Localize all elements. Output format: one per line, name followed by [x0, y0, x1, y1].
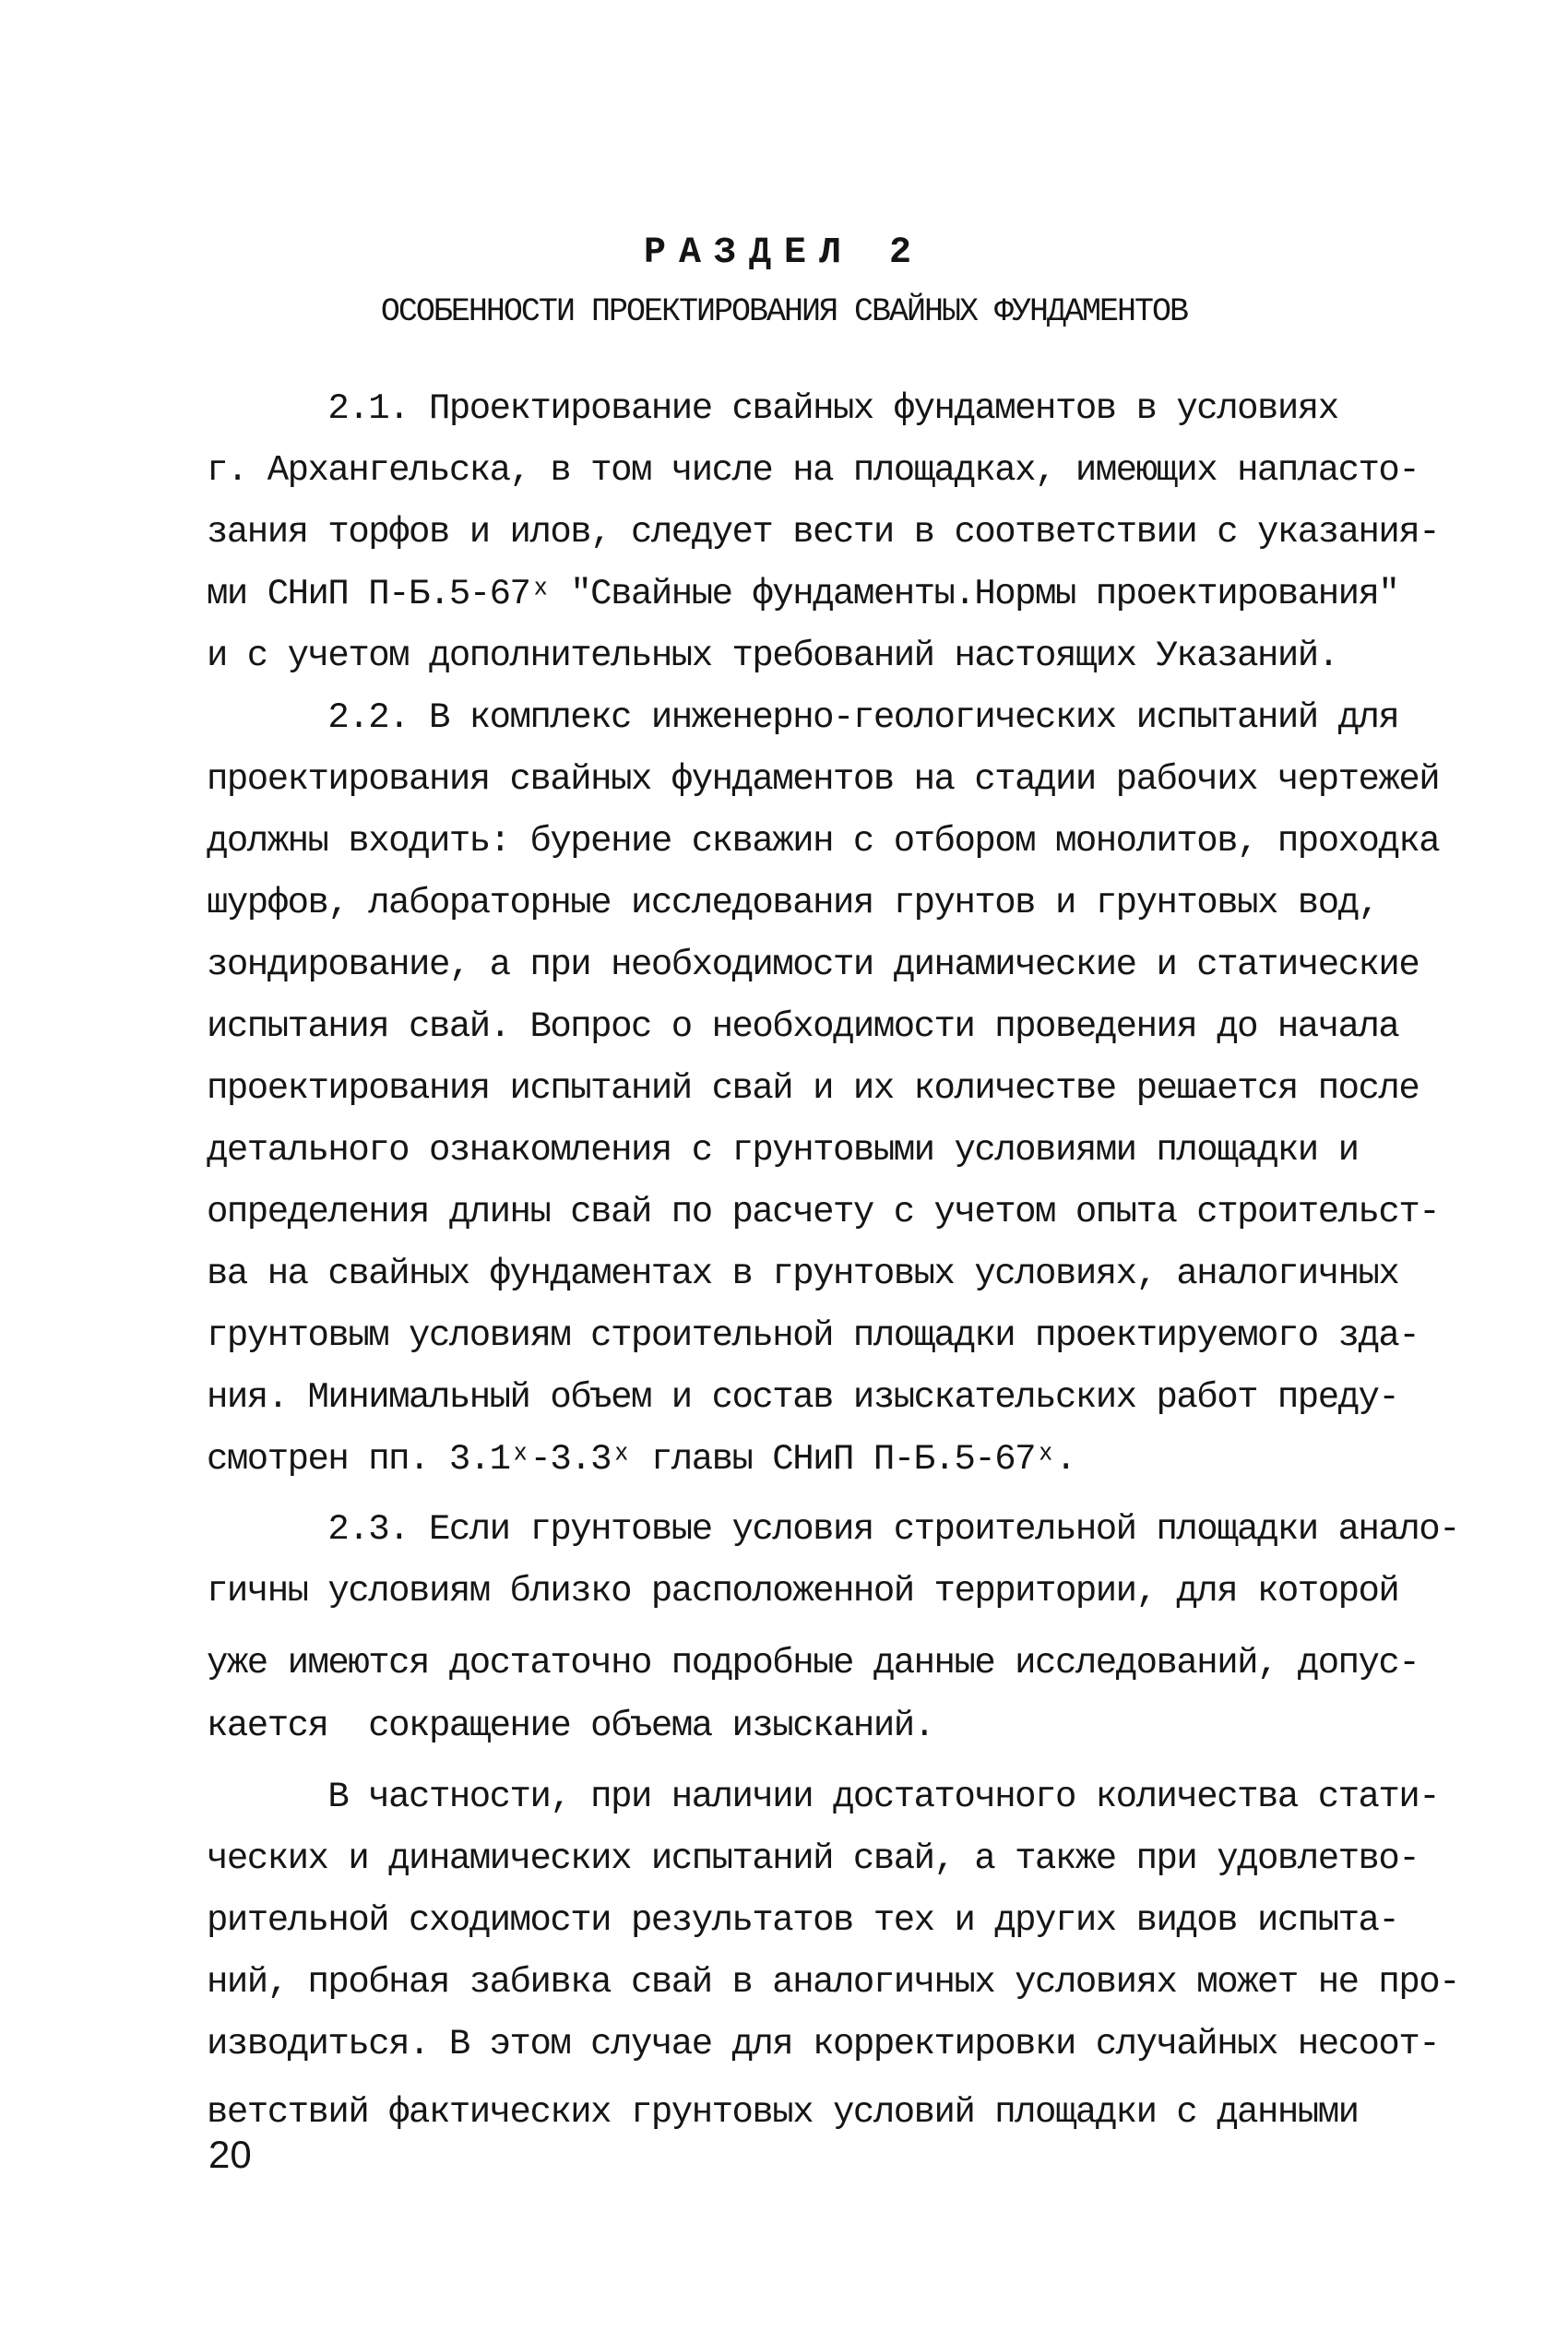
text-line: В частности, при наличии достаточного количества стати- [207, 1777, 1440, 1817]
text-line: смотрен пп. 3.1ˣ-3.3ˣ главы СНиП П-Б.5-67ˣ. [207, 1439, 1075, 1480]
text-line: г. Архангельска, в том числе на площадках, имеющих напласто- [207, 450, 1420, 491]
text-line: шурфов, лабораторные исследования грунтов и грунтовых вод, [207, 883, 1379, 923]
text-line: испытания свай. Вопрос о необходимости проведения до начала [207, 1006, 1399, 1047]
text-line: грунтовым условиям строительной площадки проектируемого зда- [207, 1315, 1420, 1356]
text-line: детального ознакомления с грунтовыми условиями площадки и [207, 1130, 1359, 1171]
text-line: проектирования свайных фундаментов на стадии рабочих чертежей [207, 759, 1440, 800]
text-line: ми СНиП П-Б.5-67ˣ "Свайные фундаменты.Нормы проектирования" [207, 574, 1399, 614]
text-line: ветствий фактических грунтовых условий площадки с данными [207, 2092, 1359, 2133]
text-line: рительной сходимости результатов тех и других видов испыта- [207, 1900, 1399, 1941]
text-line: ния. Минимальный объем и состав изыскательских работ преду- [207, 1377, 1399, 1418]
text-line: кается сокращение объема изысканий. [207, 1706, 934, 1746]
text-line: зондирование, а при необходимости динамические и статические [207, 945, 1420, 985]
text-line: уже имеются достаточно подробные данные исследований, допус- [207, 1643, 1420, 1683]
text-line: проектирования испытаний свай и их количестве решается после [207, 1068, 1420, 1109]
text-line: ний, пробная забивка свай в аналогичных условиях может не про- [207, 1962, 1460, 2003]
text-line: 2.3. Если грунтовые условия строительной площадки анало- [207, 1509, 1460, 1550]
text-line: 2.2. В комплекс инженерно-геологических испытаний для [207, 697, 1399, 738]
text-line: должны входить: бурение скважин с отбором монолитов, проходка [207, 821, 1440, 862]
text-line: изводиться. В этом случае для корректировки случайных несоот- [207, 2024, 1440, 2064]
text-line: определения длины свай по расчету с учетом опыта строительст- [207, 1192, 1440, 1232]
text-line: гичны условиям близко расположенной территории, для которой [207, 1571, 1399, 1611]
text-line: 2.1. Проектирование свайных фундаментов в условиях [207, 388, 1338, 429]
text-line: и с учетом дополнительных требований настоящих Указаний. [207, 636, 1338, 676]
section-title: ОСОБЕННОСТИ ПРОЕКТИРОВАНИЯ СВАЙНЫХ ФУНДАМЕНТОВ [380, 293, 1188, 330]
text-line: ва на свайных фундаментах в грунтовых условиях, аналогичных [207, 1254, 1399, 1294]
text-line: зания торфов и илов, следует вести в соответствии с указания- [207, 512, 1440, 553]
text-line: ческих и динамических испытаний свай, а также при удовлетво- [207, 1838, 1420, 1879]
page-number: 20 [208, 2133, 252, 2176]
section-label: РАЗДЕЛ 2 [643, 232, 925, 274]
